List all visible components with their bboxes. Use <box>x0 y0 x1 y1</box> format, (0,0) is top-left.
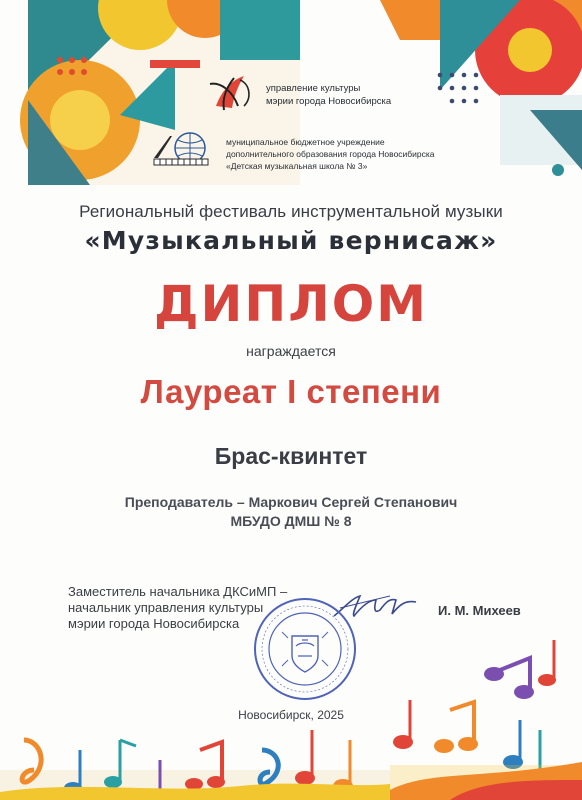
music-school-logo <box>150 130 224 170</box>
music-school-name <box>226 136 435 172</box>
culture-department-line2: мэрии города Новосибирска <box>266 96 392 107</box>
music-school-line1: муниципальное бюджетное учреждение <box>226 137 385 147</box>
music-school-line3: «Детская музыкальная школа № 3» <box>226 161 368 171</box>
teacher-block <box>0 493 582 531</box>
music-notes-decoration-bottom <box>0 710 390 800</box>
teacher-name: Преподаватель – Маркович Сергей Степанович <box>124 494 458 510</box>
signatory-name: И. М. Михеев <box>438 603 521 618</box>
culture-department-name <box>266 82 391 108</box>
festival-name: «Музыкальный вернисаж» <box>84 226 498 255</box>
institution-name: МБУДО ДМШ № 8 <box>230 513 352 529</box>
city-year: Новосибирск, 2025 <box>238 708 344 722</box>
culture-department-line1: управление культуры <box>266 83 361 94</box>
recipient-name: Брас-квинтет <box>214 443 368 469</box>
awarded-label: награждается <box>246 343 336 359</box>
signatory-line1: Заместитель начальника ДКСиМП – <box>68 584 288 599</box>
signatory-line3: мэрии города Новосибирска <box>68 616 240 631</box>
diploma-heading: ДИПЛОМ <box>153 275 428 333</box>
award-title: Лауреат I степени <box>140 373 442 410</box>
festival-title: Региональный фестиваль инструментальной музыки <box>79 202 503 221</box>
music-school-line2: дополнительного образования города Новосибирска <box>226 149 435 159</box>
official-stamp <box>252 596 358 702</box>
culture-department-logo <box>204 72 262 112</box>
music-notes-decoration-right <box>390 630 582 800</box>
signatory-line2: начальник управления культуры <box>68 600 264 615</box>
